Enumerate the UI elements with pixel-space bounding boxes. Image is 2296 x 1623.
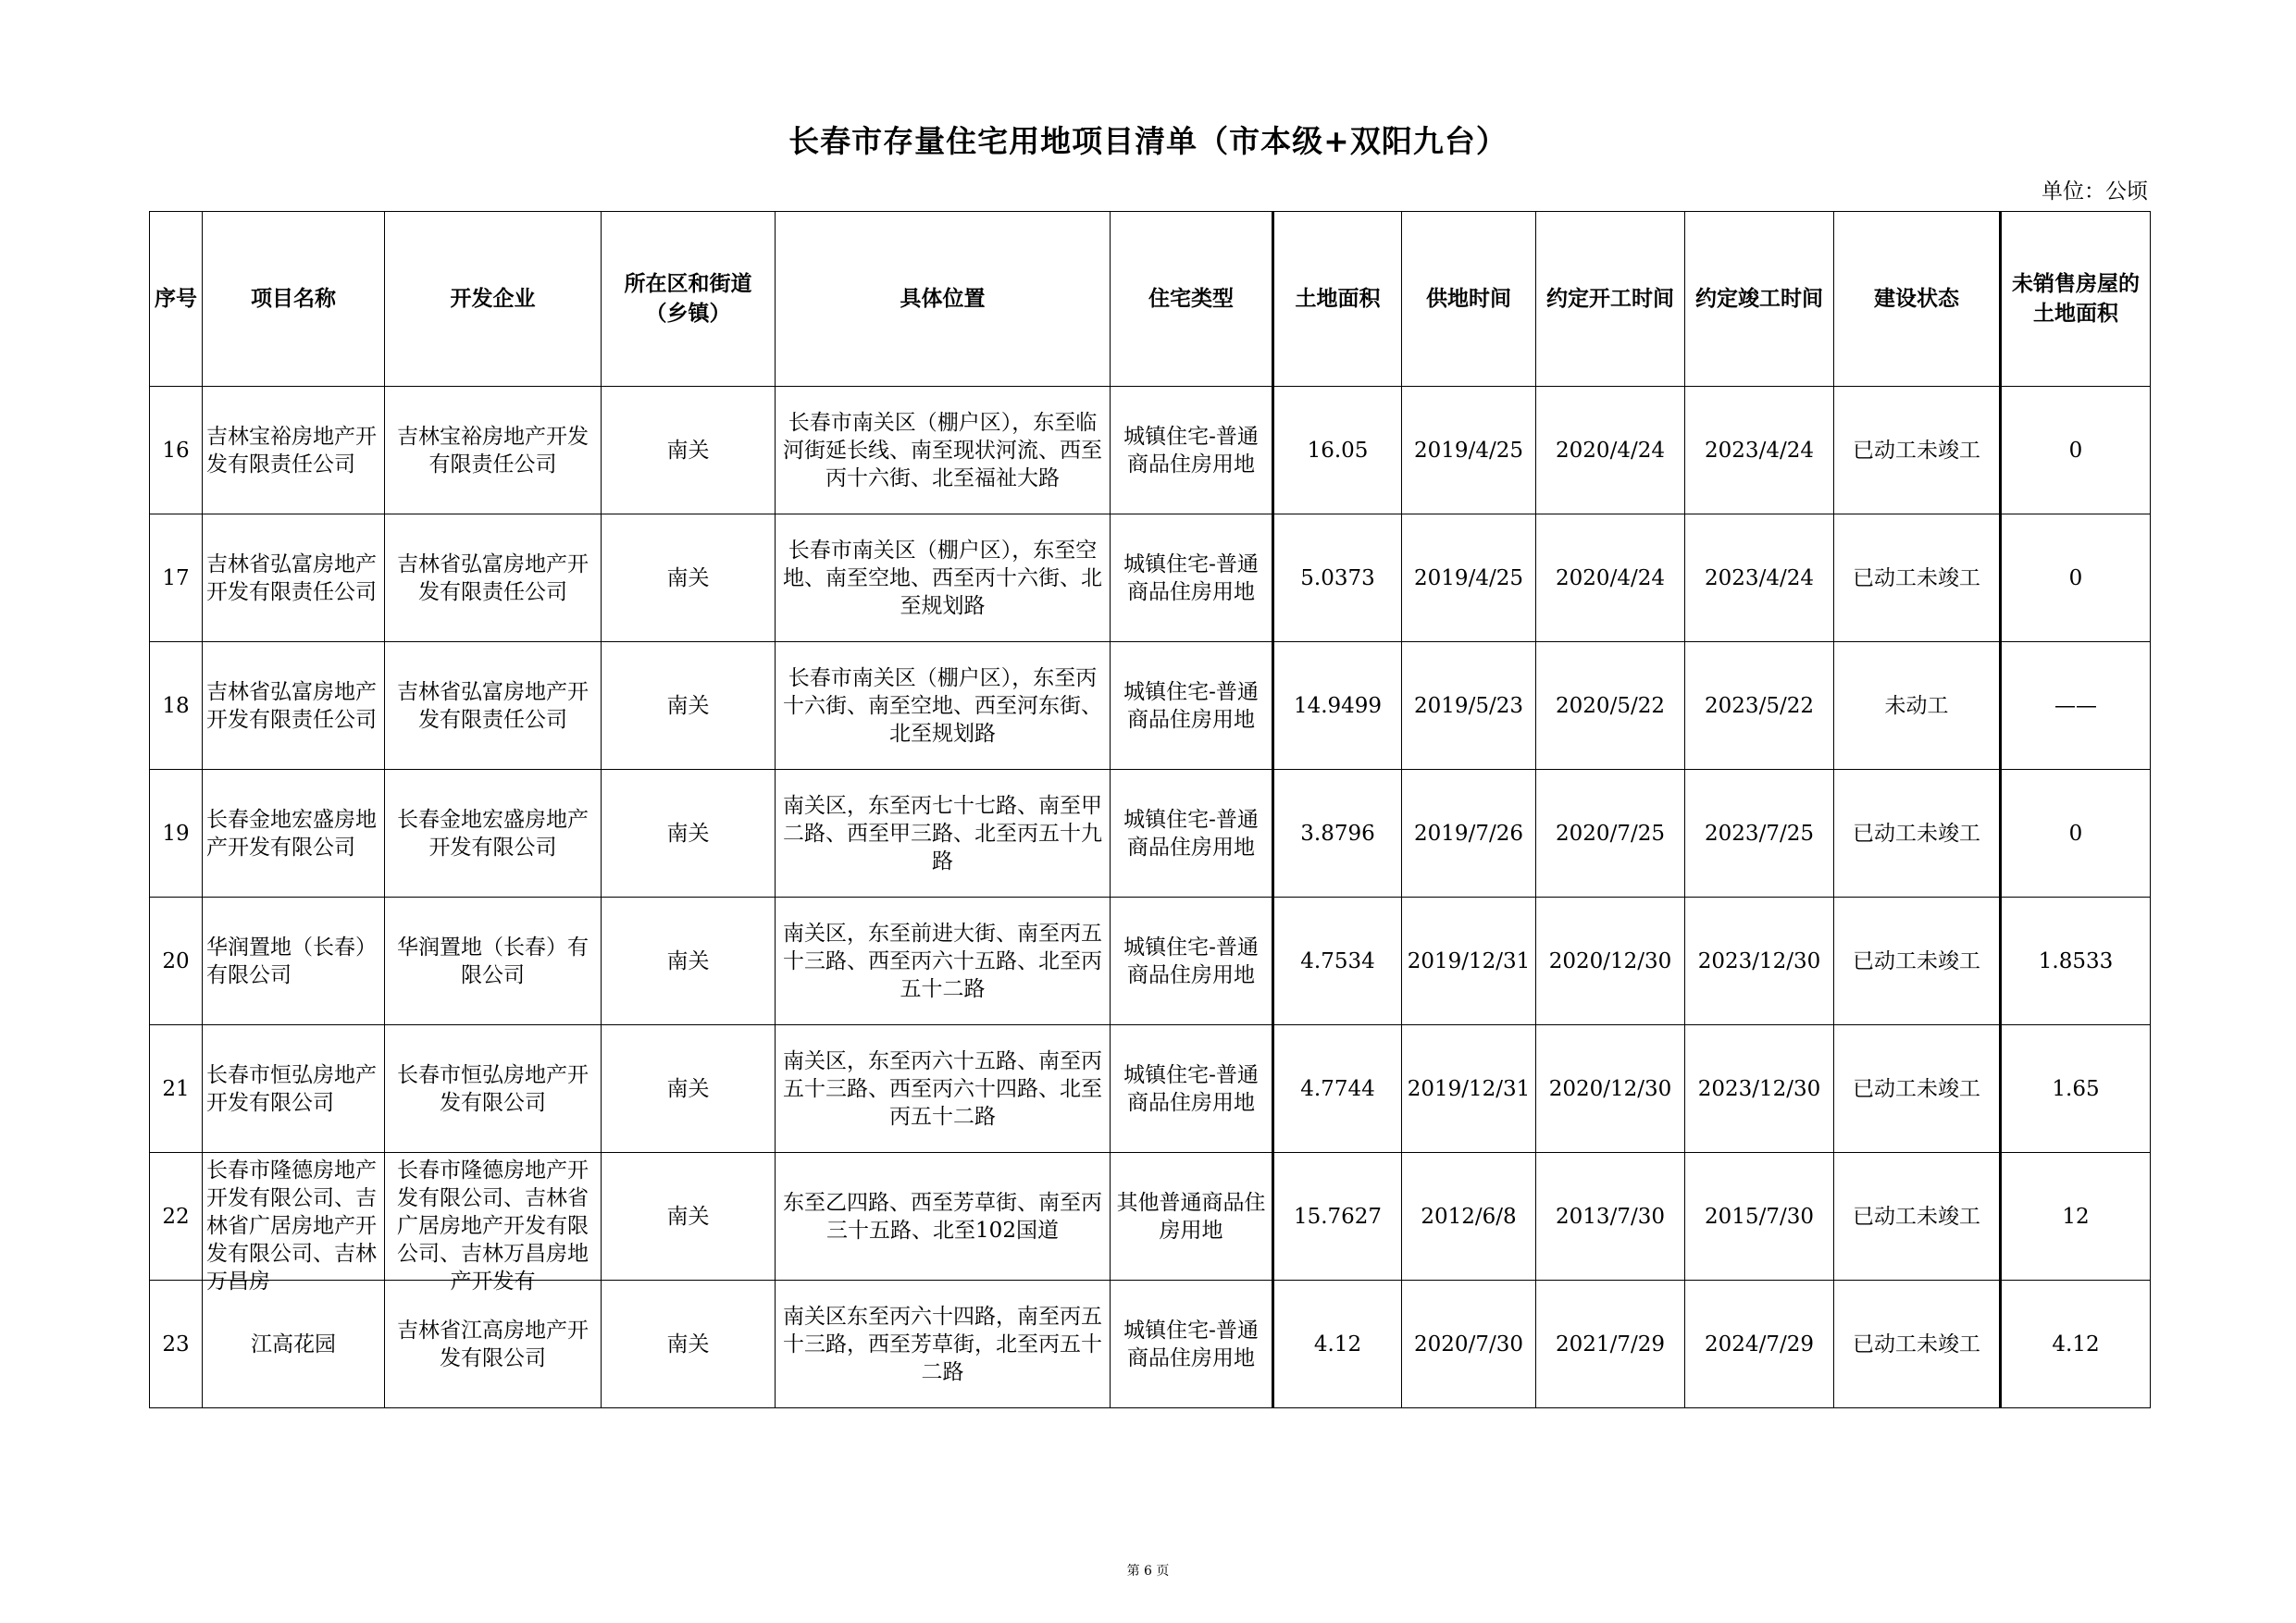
cell-start-date: 2020/7/25 — [1536, 770, 1685, 898]
cell-area: 4.7534 — [1273, 898, 1402, 1025]
cell-district: 南关 — [602, 1153, 776, 1281]
cell-unsold-area: 0 — [2001, 514, 2151, 642]
header-supply-date: 供地时间 — [1402, 212, 1536, 387]
cell-location: 长春市南关区（棚户区），东至临河街延长线、南至现状河流、西至丙十六街、北至福祉大路 — [776, 387, 1111, 514]
cell-project: 江高花园 — [203, 1281, 385, 1408]
header-location: 具体位置 — [776, 212, 1111, 387]
cell-type: 城镇住宅-普通商品住房用地 — [1111, 642, 1273, 770]
cell-area: 3.8796 — [1273, 770, 1402, 898]
cell-project: 长春市恒弘房地产开发有限公司 — [203, 1025, 385, 1153]
cell-type: 城镇住宅-普通商品住房用地 — [1111, 770, 1273, 898]
cell-no: 20 — [150, 898, 203, 1025]
cell-district: 南关 — [602, 642, 776, 770]
cell-area: 5.0373 — [1273, 514, 1402, 642]
cell-unsold-area: 12 — [2001, 1153, 2151, 1281]
cell-area: 16.05 — [1273, 387, 1402, 514]
cell-area: 14.9499 — [1273, 642, 1402, 770]
cell-developer: 华润置地（长春）有限公司 — [385, 898, 602, 1025]
table-row — [150, 514, 2151, 642]
cell-status: 已动工未竣工 — [1834, 770, 2001, 898]
cell-start-date: 2020/5/22 — [1536, 642, 1685, 770]
cell-district: 南关 — [602, 770, 776, 898]
cell-type: 城镇住宅-普通商品住房用地 — [1111, 1025, 1273, 1153]
header-start-date: 约定开工时间 — [1536, 212, 1685, 387]
header-project: 项目名称 — [203, 212, 385, 387]
cell-district: 南关 — [602, 514, 776, 642]
cell-start-date: 2020/12/30 — [1536, 898, 1685, 1025]
cell-finish-date: 2024/7/29 — [1685, 1281, 1834, 1408]
cell-finish-date: 2015/7/30 — [1685, 1153, 1834, 1281]
cell-supply-date: 2020/7/30 — [1402, 1281, 1536, 1408]
cell-finish-date: 2023/12/30 — [1685, 1025, 1834, 1153]
cell-location: 南关区，东至丙七十七路、南至甲二路、西至甲三路、北至丙五十九路 — [776, 770, 1111, 898]
cell-no: 16 — [150, 387, 203, 514]
cell-developer-text: 长春市隆德房地产开发有限公司、吉林省广居房地产开发有限公司、吉林万昌房地产开发有 — [397, 1158, 589, 1294]
table-row — [150, 898, 2151, 1025]
cell-project: 华润置地（长春）有限公司 — [203, 898, 385, 1025]
cell-area: 4.7744 — [1273, 1025, 1402, 1153]
cell-type: 其他普通商品住房用地 — [1111, 1153, 1273, 1281]
cell-status: 已动工未竣工 — [1834, 1281, 2001, 1408]
cell-no: 18 — [150, 642, 203, 770]
header-finish-date: 约定竣工时间 — [1685, 212, 1834, 387]
cell-status: 未动工 — [1834, 642, 2001, 770]
cell-district: 南关 — [602, 1025, 776, 1153]
page-title: 长春市存量住宅用地项目清单（市本级+双阳九台） — [788, 123, 1508, 159]
cell-unsold-area: —— — [2001, 642, 2151, 770]
cell-start-date: 2020/4/24 — [1536, 514, 1685, 642]
cell-status: 已动工未竣工 — [1834, 1025, 2001, 1153]
cell-no: 17 — [150, 514, 203, 642]
table-row — [150, 1025, 2151, 1153]
cell-developer: 吉林省弘富房地产开发有限责任公司 — [385, 514, 602, 642]
cell-area: 15.7627 — [1273, 1153, 1402, 1281]
cell-developer: 吉林宝裕房地产开发有限责任公司 — [385, 387, 602, 514]
cell-location: 南关区东至丙六十四路，南至丙五十三路，西至芳草街，北至丙五十二路 — [776, 1281, 1111, 1408]
cell-developer: 吉林省弘富房地产开发有限责任公司 — [385, 642, 602, 770]
cell-project: 吉林宝裕房地产开发有限责任公司 — [203, 387, 385, 514]
cell-location: 长春市南关区（棚户区），东至丙十六街、南至空地、西至河东街、北至规划路 — [776, 642, 1111, 770]
cell-project: 吉林省弘富房地产开发有限责任公司 — [203, 642, 385, 770]
cell-district: 南关 — [602, 387, 776, 514]
cell-start-date: 2021/7/29 — [1536, 1281, 1685, 1408]
cell-location: 东至乙四路、西至芳草街、南至丙三十五路、北至102国道 — [776, 1153, 1111, 1281]
cell-type: 城镇住宅-普通商品住房用地 — [1111, 898, 1273, 1025]
cell-unsold-area: 4.12 — [2001, 1281, 2151, 1408]
cell-type: 城镇住宅-普通商品住房用地 — [1111, 387, 1273, 514]
cell-start-date: 2020/12/30 — [1536, 1025, 1685, 1153]
table-row — [150, 770, 2151, 898]
cell-area: 4.12 — [1273, 1281, 1402, 1408]
cell-unsold-area: 1.65 — [2001, 1025, 2151, 1153]
cell-district: 南关 — [602, 898, 776, 1025]
header-area: 土地面积 — [1273, 212, 1402, 387]
cell-type: 城镇住宅-普通商品住房用地 — [1111, 514, 1273, 642]
table-row — [150, 1281, 2151, 1408]
cell-start-date: 2020/4/24 — [1536, 387, 1685, 514]
header-district: 所在区和街道（乡镇） — [602, 212, 776, 387]
header-no: 序号 — [150, 212, 203, 387]
table-row — [150, 642, 2151, 770]
land-project-table — [149, 211, 2151, 1408]
cell-finish-date: 2023/4/24 — [1685, 514, 1834, 642]
cell-finish-date: 2023/4/24 — [1685, 387, 1834, 514]
cell-supply-date: 2019/4/25 — [1402, 514, 1536, 642]
cell-project-text: 长春市隆德房地产开发有限公司、吉林省广居房地产开发有限公司、吉林万昌房 — [206, 1158, 377, 1294]
cell-no: 19 — [150, 770, 203, 898]
header-type: 住宅类型 — [1111, 212, 1273, 387]
cell-developer: 长春金地宏盛房地产开发有限公司 — [385, 770, 602, 898]
cell-developer: 吉林省江高房地产开发有限公司 — [385, 1281, 602, 1408]
cell-supply-date: 2019/12/31 — [1402, 1025, 1536, 1153]
page-number: 第 6 页 — [1126, 1564, 1170, 1579]
header-status: 建设状态 — [1834, 212, 2001, 387]
cell-district: 南关 — [602, 1281, 776, 1408]
cell-location: 长春市南关区（棚户区），东至空地、南至空地、西至丙十六街、北至规划路 — [776, 514, 1111, 642]
table-header-row — [150, 212, 2151, 387]
cell-status: 已动工未竣工 — [1834, 898, 2001, 1025]
cell-supply-date: 2019/12/31 — [1402, 898, 1536, 1025]
cell-project: 长春金地宏盛房地产开发有限公司 — [203, 770, 385, 898]
cell-project: 吉林省弘富房地产开发有限责任公司 — [203, 514, 385, 642]
cell-status: 已动工未竣工 — [1834, 1153, 2001, 1281]
cell-no: 21 — [150, 1025, 203, 1153]
cell-type: 城镇住宅-普通商品住房用地 — [1111, 1281, 1273, 1408]
cell-unsold-area: 0 — [2001, 387, 2151, 514]
cell-project — [203, 1153, 385, 1294]
cell-supply-date: 2019/7/26 — [1402, 770, 1536, 898]
cell-developer — [385, 1153, 602, 1294]
cell-unsold-area: 0 — [2001, 770, 2151, 898]
cell-unsold-area: 1.8533 — [2001, 898, 2151, 1025]
cell-developer: 长春市恒弘房地产开发有限公司 — [385, 1025, 602, 1153]
cell-finish-date: 2023/5/22 — [1685, 642, 1834, 770]
header-unsold-area: 未销售房屋的土地面积 — [2001, 212, 2151, 387]
cell-no: 22 — [150, 1153, 203, 1281]
cell-supply-date: 2019/4/25 — [1402, 387, 1536, 514]
cell-status: 已动工未竣工 — [1834, 514, 2001, 642]
cell-finish-date: 2023/7/25 — [1685, 770, 1834, 898]
cell-location: 南关区，东至前进大街、南至丙五十三路、西至丙六十五路、北至丙五十二路 — [776, 898, 1111, 1025]
header-developer: 开发企业 — [385, 212, 602, 387]
cell-finish-date: 2023/12/30 — [1685, 898, 1834, 1025]
cell-no: 23 — [150, 1281, 203, 1408]
cell-start-date: 2013/7/30 — [1536, 1153, 1685, 1281]
table-row — [150, 1153, 2151, 1281]
table-row — [150, 387, 2151, 514]
cell-supply-date: 2019/5/23 — [1402, 642, 1536, 770]
unit-label: 单位：公顷 — [2042, 180, 2148, 204]
cell-location: 南关区，东至丙六十五路、南至丙五十三路、西至丙六十四路、北至丙五十二路 — [776, 1025, 1111, 1153]
cell-status: 已动工未竣工 — [1834, 387, 2001, 514]
cell-supply-date: 2012/6/8 — [1402, 1153, 1536, 1281]
